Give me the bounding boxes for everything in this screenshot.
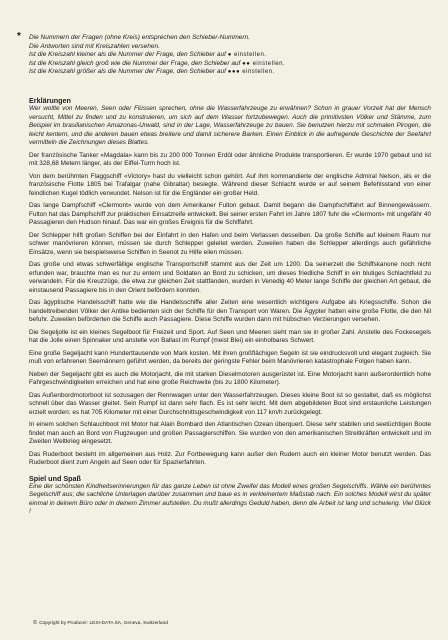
instructions-block (17, 31, 429, 77)
slider-position-one-dot: ● einstellen. (227, 52, 267, 59)
asterisk-icon: * (17, 31, 21, 42)
instruction-line: Die Antworten sind mit Kreiszahlen versehen. (29, 42, 160, 50)
paragraph-clermont: Das lange Dampfschiff «Clermont» wurde von dem Amerikaner Fulton gebaut. Damit begann die Dampfschiffahrt auf Binnengewässern. Fulton hat das Dampfschiff zur praktischen Einsatzreife entwickelt. Bei seiner ersten Fahrt im Jahre 1807 fuhr die «Clermont» mit ungefähr 40 Passagieren den Hudson hinauf. Das war ein großes Ereignis für die Schiffahrt. (29, 202, 431, 227)
paragraph-transportschiff: Das große und etwas schwerfällige englische Transportschiff stammt aus der Zeit um 1200. Da seinerzeit die Schiffskanone noch nicht erfunden war, brauchte man es nur zu entern und Soldaten an Bord zu schicken, um dieses friedliche Schiff in ein blutiges Schlachtfeld zu verwandeln. Für die Kreuzzüge, die etwa zur gleichen Zeit stattfanden, wurden in Venedig 40 Meter lange Schiffe der gleichen Art gebaut, die einstausend Passagiere bis in den Orient befördern konnten. (29, 261, 431, 294)
instruction-line: Ist die Kreiszahl gleich groß wie die Nummer der Frage, den Schieber auf ●● einstellen. (29, 59, 286, 67)
paragraph-motorjacht: Neben der Segeljacht gibt es auch die Motorjacht, die mit starken Dieselmotoren ausgerüstet ist. Eine Motorjacht kann außerordentlich hohe Fahrgeschwindigkeiten erreichen und hat eine große Reichweite (bis zu 1800 Kilometer). (29, 370, 431, 387)
paragraph-segeljacht: Eine große Segeljacht kann Hunderttausende von Mark kosten. Mit ihren großflächigen Segeln ist sie eindrucksvoll und elegant zugleich. Sie muß von erfahrenen Seemännern geführt werden, da bereits der geringste Fehler beim Manövrieren katastrophale Folgen haben kann. (29, 349, 431, 366)
paragraph-schlauchboot: In einem solchen Schlauchboot mit Motor hat Alain Bombard den Atlantischen Ozean überquert. Diese sehr stabilen und seetüchtigen Boote findet man auch an Bord von Flugzeugen und großen Passagierschiffen. Sie wurden von den amerikanischen Streitkräften entwickelt und im Zweiten Weltkrieg eingesetzt. (29, 421, 431, 446)
intro-paragraph: Wer wollte von Meeren, Seen oder Flüssen sprechen, ohne die Wasserfahrzeuge zu erwähnen? Schon in grauer Vorzeit hat der Mensch versucht, Mittel zu finden und zu konstruieren, um sich auf dem Wasser fortzubewegen. Auch die primitivsten Völker und Stämme, zum Beispiel im brasilianischen Amazonas-Urwald, sind in der Lage, Wasserfahrzeuge zu bauen. Sie benutzen hierzu mit schmalen Pirogen, die leicht kentern, und die anderen bauen etwas breitere und damit sicherere Barken. Einen Einblick in die aufregende Geschichte der Seefahrt vermitteln die Zeichnungen dieses Blattes. (29, 105, 431, 147)
paragraph-spiel: Eine der schönsten Kindheitserinnerungen für das ganze Leben ist ohne Zweifel das Modell eines großen Segelschiffs. Wähle ein berühmtes Segelschiff aus; die sachliche Unterlagen darüber zusammen und baue es in verkleinertem Maßstab nach. Ein solches Modell wirst du später einmal in deinem Büro oder in deinem Zimmer aufstellen. Du mußt allerdings Geduld haben, denn die Arbeit ist lang und schwierig. Viel Glück ! (29, 482, 431, 516)
article-body (29, 96, 431, 521)
instruction-line: Die Nummern der Fragen (ohne Kreis) entsprechen den Schieber-Nummern. (29, 34, 250, 41)
paragraph-handelsschiff: Das ägyptische Handelsschiff hatte wie die Handelsschiffe aller Zeiten eine wesentlich wichtigere Aufgabe als Kriegsschiffe. Schon die handeltreibenden Völker der Antike bedienten sich der Schiffe für den Transport von Waren. Die Ägypter hatten eine große Flotte, die den Nil befuhr. Zuweilen beförderten die Schiffe auch Passagiere. Diese Schiffe wurden dann mit hübschen Verzierungen versehen. (29, 299, 431, 324)
paragraph-tanker-magdala: Der französische Tanker «Magdala» kann bis zu 200 000 Tonnen Erdöl oder ähnliche Produkte transportieren. Er wurde 1970 gebaut und ist mit 328,68 Metern länger, als der Eiffel-Turm hoch ist. (29, 151, 431, 168)
slider-position-two-dots: ●● einstellen. (242, 60, 286, 67)
paragraph-victory: Von dem berühmten Flaggschiff «Victory» hast du vielleicht schon gehört. Auf ihm kommandierte der englische Admiral Nelson, als er die französische Flotte 1805 bei Trafalgar (nahe Gibraltar) besiegte. Während dieser Schlacht wurde er auf seinem Befehlsstand von einer feindlichen Kugel tödlich verwundet. Nelson ist für die Engländer ein großer Held. (29, 172, 431, 197)
paragraph-schlepper: Der Schlepper hilft großen Schiffen bei der Einfahrt in den Hafen und beim Verlassen desselben. Da große Schiffe auf kleinem Raum nur schwer manövrieren können, müssen sie durch Schlepper geleitet werden. Zuweilen haben die Schlepper allerdings auch gefährliche Einsätze, wenn sie beispielsweise Schiffen in Seenot zu Hilfe eilen müssen. (29, 231, 431, 256)
instruction-line: Ist die Kreiszahl größer als die Nummer der Frage, den Schieber auf ●●● einstellen. (29, 68, 275, 76)
copyright-icon: © (33, 620, 38, 626)
paragraph-ruderboot: Das Ruderboot besteht im allgemeinen aus Holz. Zur Fortbewegung kann außer den Rudern auch ein kleiner Motor benutzt werden. Das Ruderboot dient zum Angeln auf Seen oder für Spazierfahrten. (29, 450, 431, 467)
paragraph-segeljolle: Die Segeljolle ist ein kleines Segelboot für Freizeit und Sport. Auf Seen und Meeren sieht man sie in großer Zahl. Anstelle des Fockesegels hat die Jolle einen Spinnaker und anstelle von Ballast im Rumpf (meist Blei) ein einholbares Schwert. (29, 328, 431, 345)
paragraph-aussenbordmotorboot: Das Außenbordmotorboot ist sozusagen der Rennwagen unter den Wasserfahrzeugen. Dieses kleine Boot ist so gestaltet, daß es möglichst schnell über das Wasser gleitet. Sein Rumpf ist dann sehr flach. Es ist sehr leicht. Mit dem abgebildeten Boot sind erstaunliche Leistungen erzielt worden: es hat 705 Kilometer mit einer Durchschnittsgeschwindigkeit von 117 km/h zurückgelegt. (29, 391, 431, 416)
copyright-text: Copyright by Producer: LEXI-DATA SA, Geneva, Switzerland (39, 621, 168, 626)
heading-erklaerungen: Erklärungen (29, 96, 71, 105)
heading-spiel-und-spass: Spiel und Spaß (29, 473, 81, 483)
instruction-line: Ist die Kreiszahl kleiner als die Nummer der Frage, den Schieber auf ● einstellen. (29, 51, 267, 59)
slider-position-three-dots: ●●● einstellen. (227, 69, 275, 76)
copyright-footer (33, 620, 168, 627)
